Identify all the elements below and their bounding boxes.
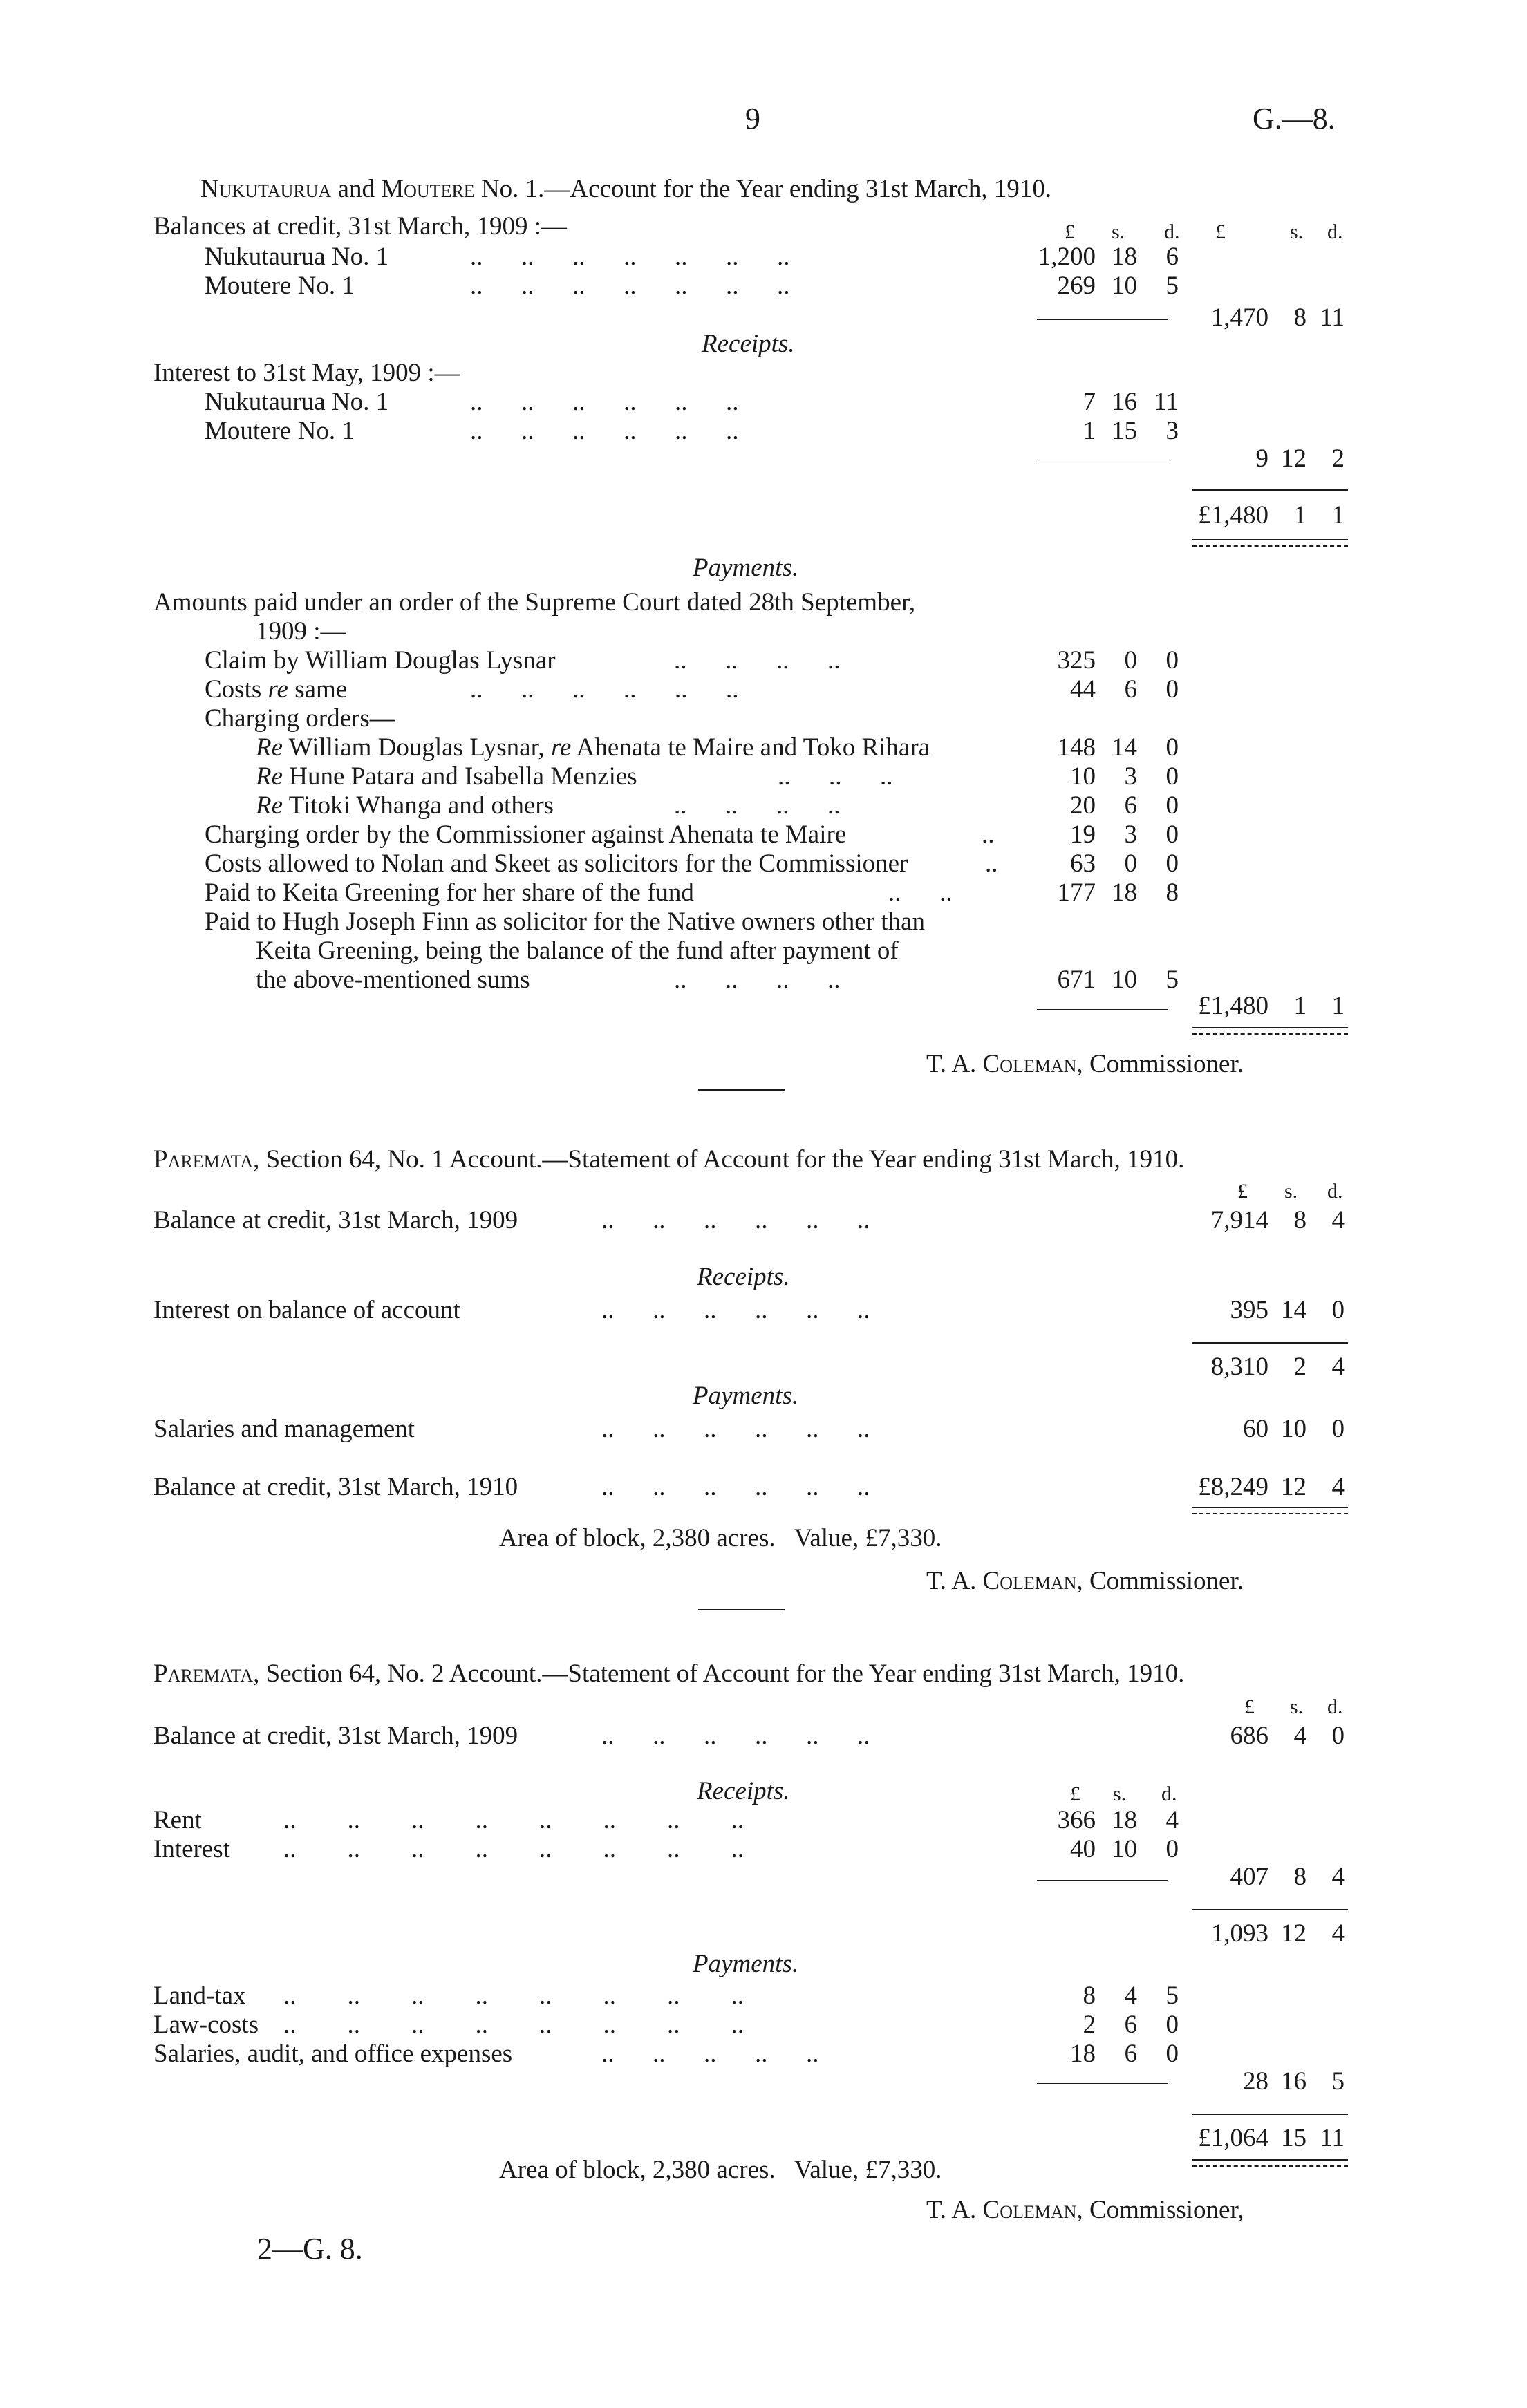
s1-keita-label: Paid to Keita Greening for her share of the fund (205, 878, 694, 907)
s1-claim-label: Claim by William Douglas Lysnar (205, 646, 556, 675)
s2-close-label: Balance at credit, 31st March, 1910 (153, 1473, 518, 1501)
s3-rec-total-shillings: 8 (1293, 1863, 1306, 1891)
s1-bal2-pounds: 269 (1057, 272, 1096, 300)
s3-rec-total-pence: 4 (1331, 1863, 1345, 1891)
s1-int-total-pounds: 9 (1255, 444, 1268, 473)
s1-signature: T. A. Coleman, Commissioner. (926, 1050, 1244, 1078)
s3-sal-shillings: 6 (1124, 2040, 1137, 2068)
s3-pay-total-shillings: 16 (1281, 2067, 1306, 2096)
s3-sal-pounds: 18 (1070, 2040, 1096, 2068)
s1-col-shilling: s. (1112, 220, 1125, 243)
s1-keita-pence: 8 (1165, 878, 1179, 907)
s1-separator (698, 1089, 785, 1091)
s3-col-pound: £ (1244, 1695, 1255, 1718)
s1-co3-label: Re Titoki Whanga and others (256, 791, 554, 820)
s3-bal-shillings: 4 (1293, 1722, 1306, 1750)
s1-int1-shillings: 16 (1112, 388, 1137, 416)
s3-law-label: Law-costs (153, 2011, 259, 2039)
s1-costs-shillings: 6 (1124, 675, 1137, 704)
s1-keita-leader: .. .. (888, 878, 953, 907)
s1-pay-intro-2: 1909 :— (256, 617, 346, 646)
s3-int-shillings: 10 (1112, 1835, 1137, 1863)
s2-close-shillings: 12 (1281, 1473, 1306, 1501)
s2-int-leader: .. .. .. .. .. .. (601, 1296, 870, 1324)
s1-co1-label: Re William Douglas Lysnar, re Ahenata te Maire and Toko Rihara (256, 733, 930, 762)
s2-sal-pence: 0 (1331, 1415, 1345, 1443)
s1-grand-total-pence: 1 (1331, 501, 1345, 529)
s1-bal-total-pence: 11 (1320, 303, 1345, 332)
s1-finn-leader: .. .. .. .. (674, 966, 841, 994)
s3-rec-col-shilling: s. (1113, 1783, 1127, 1805)
s3-col-pence: d. (1327, 1695, 1343, 1718)
s1-bal1-label: Nukutaurua No. 1 (205, 243, 389, 271)
s3-int-pence: 0 (1165, 1835, 1179, 1863)
s2-payments-heading: Payments. (693, 1382, 799, 1410)
s3-sub-rule (1192, 1909, 1348, 1910)
s1-int2-pence: 3 (1165, 417, 1179, 445)
s3-sal-pence: 0 (1165, 2040, 1179, 2068)
s1-int2-label: Moutere No. 1 (205, 417, 355, 445)
s1-pay-total-pence: 1 (1331, 992, 1345, 1020)
s1-int1-label: Nukutaurua No. 1 (205, 388, 389, 416)
document-code: G.—8. (1253, 102, 1336, 135)
s1-bal-rule (1037, 319, 1168, 320)
s2-sub-rule (1192, 1342, 1348, 1344)
s1-nolan-pounds: 63 (1070, 849, 1096, 878)
s1-nolan-leader: .. (985, 849, 998, 878)
s3-bal-pence: 0 (1331, 1722, 1345, 1750)
s2-close-pounds: £8,249 (1198, 1473, 1268, 1501)
s1-title: Nukutaurua and Moutere No. 1.—Account for the Year ending 31st March, 1910. (200, 175, 1052, 203)
s1-int1-pence: 11 (1154, 388, 1179, 416)
s3-rec-col-pound: £ (1070, 1783, 1080, 1805)
s1-costs-pence: 0 (1165, 675, 1179, 704)
s1-interest-label: Interest to 31st May, 1909 :— (153, 359, 460, 387)
s3-rent-pounds: 366 (1057, 1806, 1096, 1834)
s2-sal-label: Salaries and management (153, 1415, 415, 1443)
s1-co2-pence: 0 (1165, 762, 1179, 791)
s3-law-pounds: 2 (1083, 2011, 1096, 2039)
s1-comm-label: Charging order by the Commissioner against Ahenata te Maire (205, 820, 847, 849)
s3-rent-label: Rent (153, 1806, 202, 1834)
s2-sal-shillings: 10 (1281, 1415, 1306, 1443)
s3-subtotal-pounds: 1,093 (1210, 1919, 1268, 1948)
s3-law-leader: .. .. .. .. .. .. .. .. (283, 2011, 744, 2039)
s1-comm-pounds: 19 (1070, 820, 1096, 849)
s1-pay-double-rule (1192, 1027, 1348, 1035)
s3-tax-pounds: 8 (1083, 1982, 1096, 2010)
s2-signature: T. A. Coleman, Commissioner. (926, 1567, 1244, 1595)
s1-finn-label-1: Paid to Hugh Joseph Finn as solicitor for the Native owners other than (205, 907, 925, 936)
s2-subtotal-pence: 4 (1331, 1353, 1345, 1381)
s1-co1-pence: 0 (1165, 733, 1179, 762)
s2-int-pounds: 395 (1230, 1296, 1268, 1324)
s1-costs-leader: .. .. .. .. .. .. (470, 675, 739, 704)
footer-code: 2—G. 8. (257, 2232, 363, 2266)
s1-payments-heading: Payments. (693, 554, 799, 582)
s2-col-pound: £ (1237, 1180, 1248, 1203)
s1-col-pence-outer: d. (1327, 220, 1343, 243)
s3-int-pounds: 40 (1070, 1835, 1096, 1863)
s2-title: Paremata, Section 64, No. 1 Account.—Statement of Account for the Year ending 31st March, 1910. (153, 1145, 1185, 1174)
s1-finn-pounds: 671 (1057, 966, 1096, 994)
s1-co1-shillings: 14 (1112, 733, 1137, 762)
s1-costs-pounds: 44 (1070, 675, 1096, 704)
s1-co2-shillings: 3 (1124, 762, 1137, 791)
s2-sal-pounds: 60 (1243, 1415, 1268, 1443)
s1-co3-pence: 0 (1165, 791, 1179, 820)
s1-claim-leader: .. .. .. .. (674, 646, 841, 675)
s2-close-pence: 4 (1331, 1473, 1345, 1501)
s1-keita-shillings: 18 (1112, 878, 1137, 907)
s1-keita-pounds: 177 (1057, 878, 1096, 907)
s1-finn-label-2: Keita Greening, being the balance of the fund after payment of (256, 937, 899, 965)
s1-col-pound: £ (1065, 220, 1075, 243)
s1-int2-leader: .. .. .. .. .. .. (470, 417, 739, 445)
s1-claim-shillings: 0 (1124, 646, 1137, 675)
s3-pay-rule (1037, 2083, 1168, 2084)
s2-subtotal-shillings: 2 (1293, 1353, 1306, 1381)
s1-nolan-pence: 0 (1165, 849, 1179, 878)
s2-subtotal-pounds: 8,310 (1210, 1353, 1268, 1381)
s2-close-leader: .. .. .. .. .. .. (601, 1473, 870, 1501)
s3-close-pence: 11 (1320, 2124, 1345, 2152)
s1-bal-total-pounds: 1,470 (1210, 303, 1268, 332)
s3-title: Paremata, Section 64, No. 2 Account.—Statement of Account for the Year ending 31st March, 1910. (153, 1659, 1185, 1688)
s1-grand-double-rule (1192, 539, 1348, 547)
s1-col-shilling-outer: s. (1290, 220, 1304, 243)
s3-sal-leader: .. .. .. .. .. (601, 2040, 819, 2068)
s2-sal-leader: .. .. .. .. .. .. (601, 1415, 870, 1443)
s2-receipts-heading: Receipts. (697, 1263, 790, 1291)
s1-costs-label: Costs re same (205, 675, 348, 704)
s1-co3-leader: .. .. .. .. (674, 791, 841, 820)
s3-payments-heading: Payments. (693, 1950, 799, 1978)
s1-finn-label-3: the above-mentioned sums (256, 966, 530, 994)
s3-rec-total-pounds: 407 (1230, 1863, 1268, 1891)
s1-col-pence: d. (1164, 220, 1180, 243)
s3-rec-col-pence: d. (1161, 1783, 1177, 1805)
s3-bal-leader: .. .. .. .. .. .. (601, 1722, 870, 1750)
s1-int2-shillings: 15 (1112, 417, 1137, 445)
s2-bal-leader: .. .. .. .. .. .. (601, 1206, 870, 1234)
s1-co2-pounds: 10 (1070, 762, 1096, 791)
s1-co2-label: Re Hune Patara and Isabella Menzies (256, 762, 637, 791)
s1-bal1-pounds: 1,200 (1038, 243, 1096, 271)
s2-bal-pence: 4 (1331, 1206, 1345, 1234)
s2-int-pence: 0 (1331, 1296, 1345, 1324)
s1-col-pound-outer: £ (1215, 220, 1226, 243)
s3-int-leader: .. .. .. .. .. .. .. .. (283, 1835, 744, 1863)
s3-bal-pounds: 686 (1230, 1722, 1268, 1750)
s3-close-rule (1192, 2114, 1348, 2115)
s1-bal-total-shillings: 8 (1293, 303, 1306, 332)
s3-tax-pence: 5 (1165, 1982, 1179, 2010)
s1-grand-total-pounds: £1,480 (1198, 501, 1268, 529)
s2-col-pence: d. (1327, 1180, 1343, 1203)
s3-rent-shillings: 18 (1112, 1806, 1137, 1834)
s3-law-shillings: 6 (1124, 2011, 1137, 2039)
s1-balances-label: Balances at credit, 31st March, 1909 :— (153, 212, 567, 241)
s3-tax-label: Land-tax (153, 1982, 246, 2010)
s1-comm-shillings: 3 (1124, 820, 1137, 849)
s1-finn-shillings: 10 (1112, 966, 1137, 994)
s3-pay-total-pounds: 28 (1243, 2067, 1268, 2096)
s3-pay-total-pence: 5 (1331, 2067, 1345, 2096)
s3-int-label: Interest (153, 1835, 230, 1863)
s1-receipts-heading: Receipts. (702, 330, 795, 358)
s1-bal2-label: Moutere No. 1 (205, 272, 355, 300)
s1-int2-pounds: 1 (1083, 417, 1096, 445)
s1-bal2-pence: 5 (1165, 272, 1179, 300)
s1-comm-pence: 0 (1165, 820, 1179, 849)
s3-subtotal-shillings: 12 (1281, 1919, 1306, 1948)
s3-sal-label: Salaries, audit, and office expenses (153, 2040, 513, 2068)
s3-subtotal-pence: 4 (1331, 1919, 1345, 1948)
s1-bal1-shillings: 18 (1112, 243, 1137, 271)
s1-co2-leader: .. .. .. (778, 762, 893, 791)
s1-grand-total-shillings: 1 (1293, 501, 1306, 529)
s1-grand-rule (1192, 489, 1348, 491)
s1-co3-shillings: 6 (1124, 791, 1137, 820)
s3-col-shilling: s. (1290, 1695, 1304, 1718)
page-number: 9 (745, 102, 760, 135)
s3-law-pence: 0 (1165, 2011, 1179, 2039)
s2-separator (698, 1609, 785, 1610)
s3-signature: T. A. Coleman, Commissioner, (926, 2196, 1244, 2224)
s1-bal2-shillings: 10 (1112, 272, 1137, 300)
s1-charging-label: Charging orders— (205, 704, 395, 733)
s1-bal1-pence: 6 (1165, 243, 1179, 271)
s2-bal-pounds: 7,914 (1210, 1206, 1268, 1234)
s1-pay-total-pounds: £1,480 (1198, 992, 1268, 1020)
s2-int-label: Interest on balance of account (153, 1296, 460, 1324)
s3-tax-shillings: 4 (1124, 1982, 1137, 2010)
s3-rent-leader: .. .. .. .. .. .. .. .. (283, 1806, 744, 1834)
s1-bal1-leader: .. .. .. .. .. .. .. (470, 243, 790, 271)
s3-tax-leader: .. .. .. .. .. .. .. .. (283, 1982, 744, 2010)
s3-rent-pence: 4 (1165, 1806, 1179, 1834)
s2-area: Area of block, 2,380 acres. Value, £7,330. (499, 1524, 942, 1552)
s1-int-total-shillings: 12 (1281, 444, 1306, 473)
s1-finn-pence: 5 (1165, 966, 1179, 994)
s1-bal2-leader: .. .. .. .. .. .. .. (470, 272, 790, 300)
s1-int-total-pence: 2 (1331, 444, 1345, 473)
s2-bal-shillings: 8 (1293, 1206, 1306, 1234)
s1-pay-rule (1037, 1009, 1168, 1010)
s3-close-pounds: £1,064 (1198, 2124, 1268, 2152)
s1-pay-total-shillings: 1 (1293, 992, 1306, 1020)
s2-int-shillings: 14 (1281, 1296, 1306, 1324)
s2-col-shilling: s. (1284, 1180, 1298, 1203)
s1-pay-intro-1: Amounts paid under an order of the Supreme Court dated 28th September, (153, 588, 916, 617)
s3-area: Area of block, 2,380 acres. Value, £7,330. (499, 2156, 942, 2184)
s3-receipts-heading: Receipts. (697, 1777, 790, 1805)
s1-claim-pence: 0 (1165, 646, 1179, 675)
s1-nolan-label: Costs allowed to Nolan and Skeet as solicitors for the Commissioner (205, 849, 908, 878)
s2-bal-label: Balance at credit, 31st March, 1909 (153, 1206, 518, 1234)
s2-close-double-rule (1192, 1507, 1348, 1514)
s3-close-double-rule (1192, 2159, 1348, 2167)
s3-close-shillings: 15 (1281, 2124, 1306, 2152)
s1-co1-pounds: 148 (1057, 733, 1096, 762)
s1-co3-pounds: 20 (1070, 791, 1096, 820)
s1-nolan-shillings: 0 (1124, 849, 1137, 878)
s3-bal-label: Balance at credit, 31st March, 1909 (153, 1722, 518, 1750)
s1-comm-leader: .. (982, 820, 995, 849)
s1-claim-pounds: 325 (1057, 646, 1096, 675)
s1-int1-leader: .. .. .. .. .. .. (470, 388, 739, 416)
s1-int1-pounds: 7 (1083, 388, 1096, 416)
s3-rec-rule (1037, 1880, 1168, 1881)
